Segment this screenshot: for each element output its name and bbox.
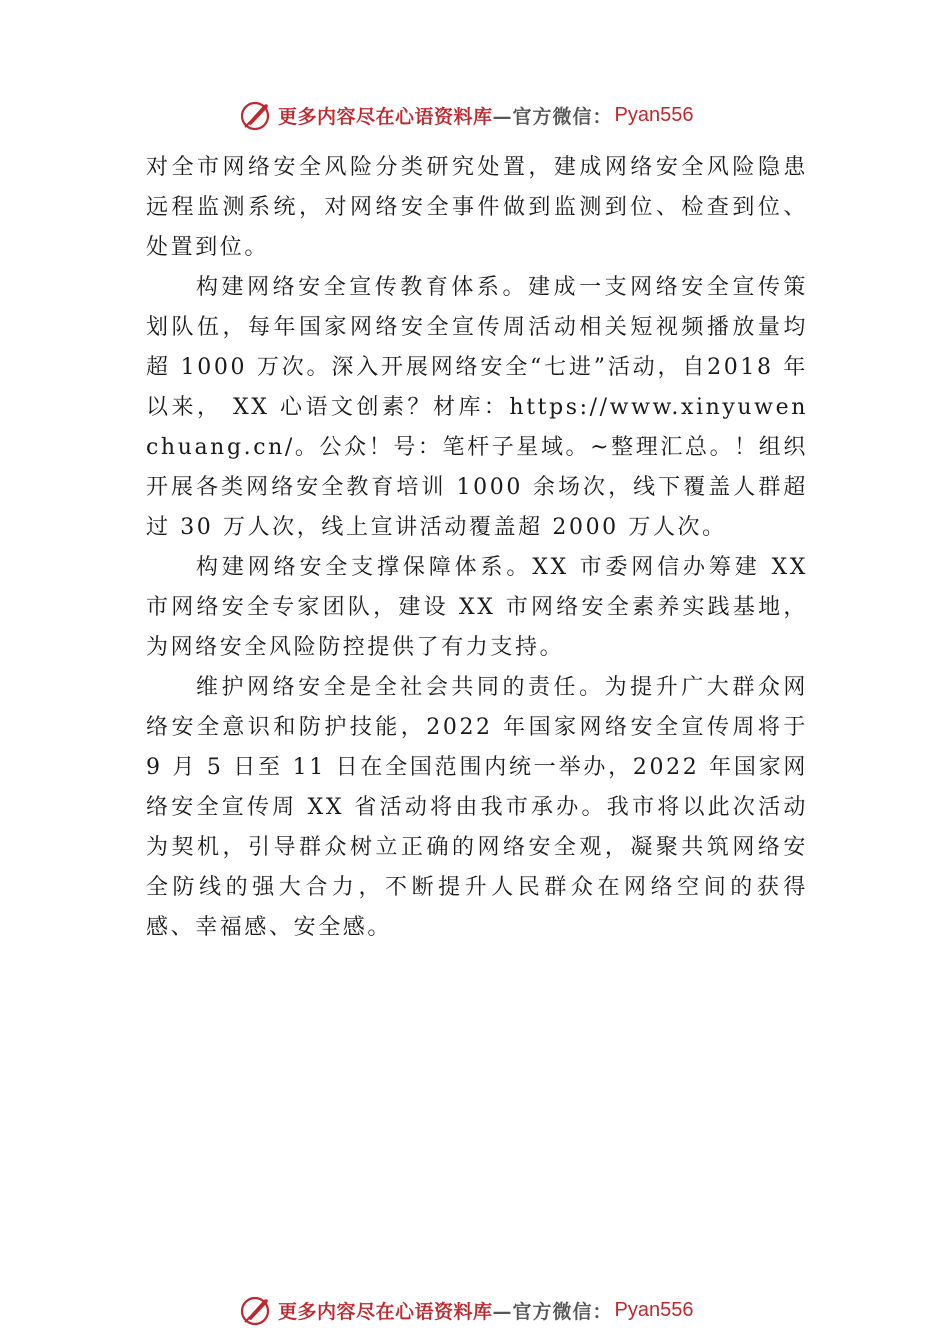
header-banner-label: —官方微信： [492,105,613,128]
paragraph: 构建网络安全宣传教育体系。建成一支网络安全宣传策划队伍，每年国家网络安全宣传周活动相关短视频播放量均超 1000 万次。深入开展网络安全“七进”活动，自2018 年以来， XX 心语文创素？材库：https://www.xinyuwenchuang.cn/。公众！号：笔杆子星域。~整理汇总。！组织开展各类网络安全教育培训 1000 余场次，线下覆盖人群超过 30 万人次，线上宣讲活动覆盖超 2000 万人次。 [146,275,808,540]
quill-pen-logo-icon [238,1292,274,1328]
header-banner-wechat-id: Pyan556 [614,103,694,126]
footer-banner [238,1290,758,1330]
footer-banner-title: 更多内容尽在心语资料库 [278,1300,493,1323]
header-banner [238,95,758,135]
footer-banner-label: —官方微信： [492,1300,613,1323]
footer-banner-wechat-id: Pyan556 [614,1298,694,1321]
quill-pen-logo-icon [238,97,274,133]
paragraph: 维护网络安全是全社会共同的责任。为提升广大群众网络安全意识和防护技能，2022 年国家网络安全宣传周将于 9 月 5 日至 11 日在全国范围内统一举办，2022 年国家网络安全宣传周 XX 省活动将由我市承办。我市将以此次活动为契机，引导群众树立正确的网络安全观，凝聚共筑网络安全防线的强大合力，不断提升人民群众在网络空间的获得感、幸福感、安全感。 [146,675,808,940]
header-banner-title: 更多内容尽在心语资料库 [278,105,493,128]
paragraph: 对全市网络安全风险分类研究处置，建成网络安全风险隐患远程监测系统，对网络安全事件做到监测到位、检查到位、 处置到位。 [146,155,808,260]
paragraph: 构建网络安全支撑保障体系。XX 市委网信办筹建 XX 市网络安全专家团队，建设 XX 市网络安全素养实践基地，为网络安全风险防控提供了有力支持。 [146,555,808,660]
document-body [146,148,808,948]
